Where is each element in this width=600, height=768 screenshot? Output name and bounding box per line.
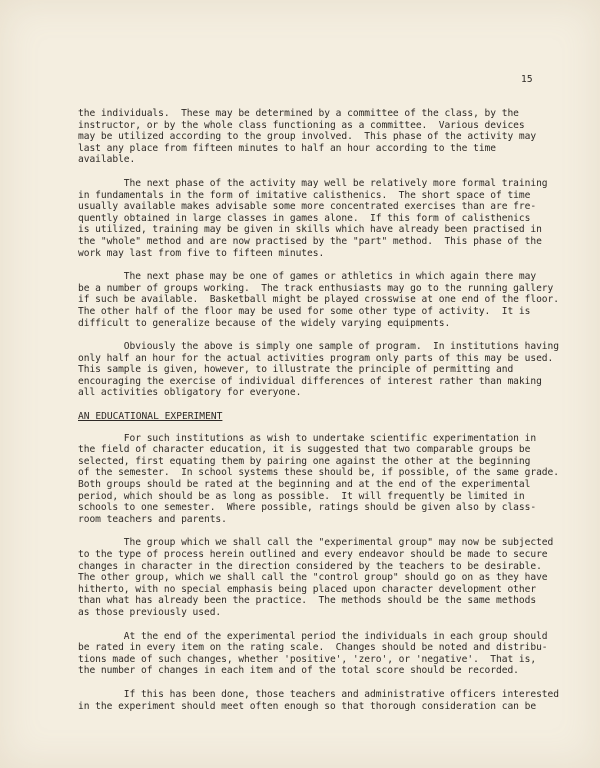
paragraph-teachers-meet: If this has been done, those teachers and administrative officers interested in the experiment should meet often enough so that thorough consideration can be bbox=[78, 688, 559, 712]
section-heading: AN EDUCATIONAL EXPERIMENT bbox=[78, 411, 223, 423]
document-body bbox=[78, 108, 559, 724]
paragraph-experimental-group: The group which we shall call the "experimental group" may now be subjected to the type of process herein outlined and every endeavor should be made to secure changes in character in the direction considered by the teachers to be desirable. The other group, which we shall call the "control group" should go on as they have hitherto, with no special emphasis being placed upon character development other than what has already been the practice. The methods should be the same methods as those previously used. bbox=[78, 537, 554, 618]
paragraph-sample-program: Obviously the above is simply one sample of program. In institutions having only half an hour for the actual activities program only parts of this may be used. This sample is given, however, to illustrate the principle of permitting and encouraging the exercise of individual differences of interest rather than making all activities obligatory for everyone. bbox=[78, 341, 559, 399]
page-number: 15 bbox=[521, 74, 533, 85]
paragraph-calisthenics: The next phase of the activity may well be relatively more formal training in fundamentals in the form of imitative calisthenics. The short space of time usually available makes advisable some more concentrated exercises than are fre- quently obtained in large classes in games alone. If this form of calisthenics is utilized, training may be given in skills which have already been practised in the "whole" method and are now practised by the "part" method. This phase of the work may last from five to fifteen minutes. bbox=[78, 177, 548, 259]
paragraph-individuals: the individuals. These may be determined by a committee of the class, by the instructor, or by the whole class functioning as a committee. Various devices may be utilized according to the group involved. This phase of the activity may last any place from fifteen minutes to half an hour according to the time available. bbox=[78, 108, 537, 166]
paragraph-experimentation: For such institutions as wish to undertake scientific experimentation in the field of character education, it is suggested that two comparable groups be selected, first equating them by pairing one against the other at the beginning of the semester. In school systems these should be, if possible, of the same grade. Both groups should be rated at the beginning and at the end of the experimental period, which should be as long as possible. It will frequently be limited in schools to one semester. Where possible, ratings should be given also by class- room teachers and parents. bbox=[78, 432, 559, 525]
paragraph-games-athletics: The next phase may be one of games or athletics in which again there may be a number of groups working. The track enthusiasts may go to the running gallery if such be available. Basketball might be played crosswise at one end of the floor. The other half of the floor may be used for some other type of activity. It is difficult to generalize because of the widely varying equipments. bbox=[78, 271, 559, 329]
paragraph-rating-changes: At the end of the experimental period the individuals in each group should be rated in every item on the rating scale. Changes should be noted and distribu- tions made of such changes, whether 'positive', 'zero', or 'negative'. That is, the number of changes in each item and of the total score should be recorded. bbox=[78, 630, 548, 677]
